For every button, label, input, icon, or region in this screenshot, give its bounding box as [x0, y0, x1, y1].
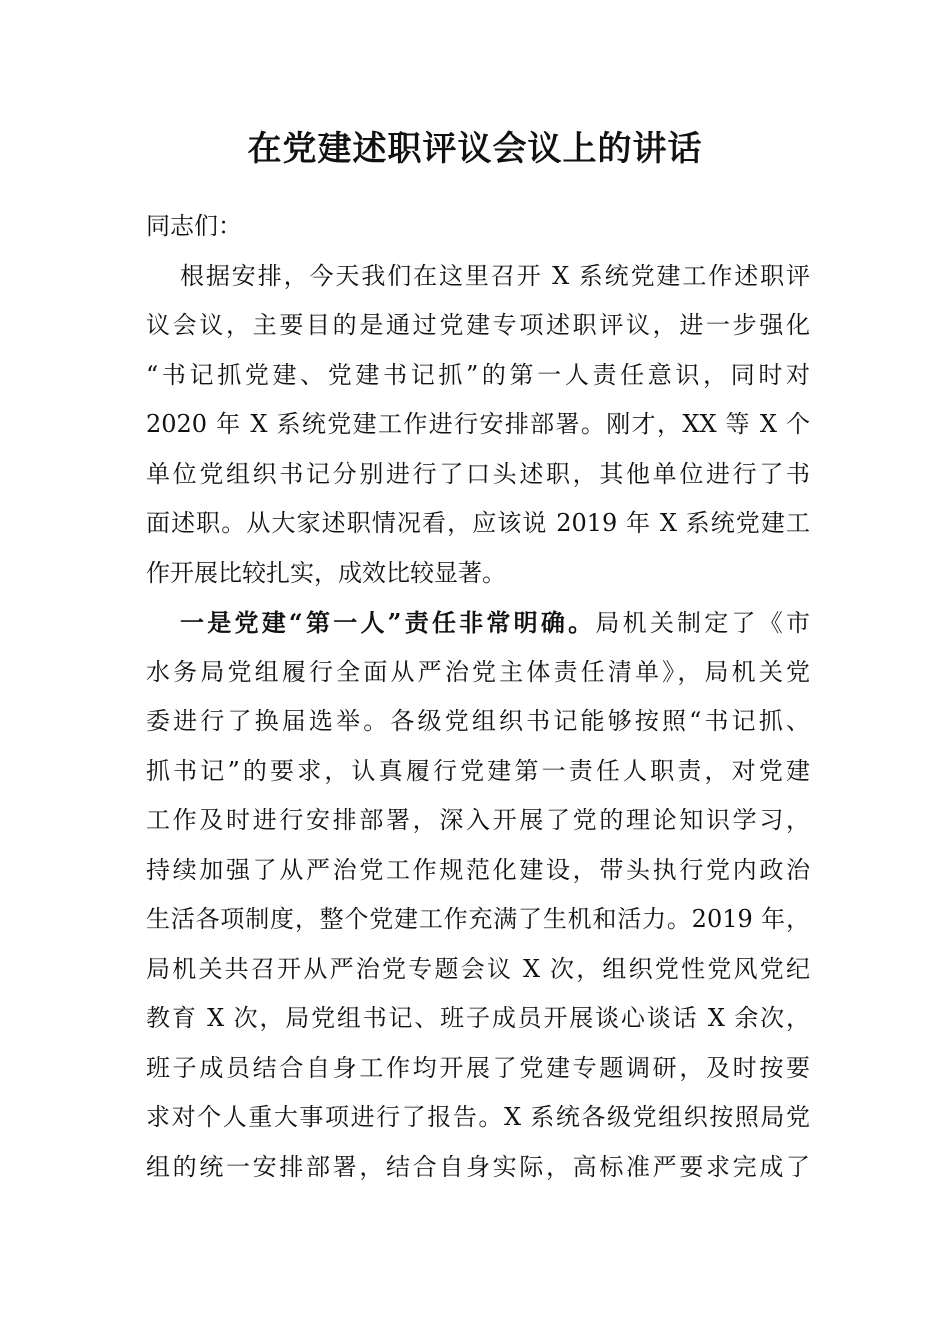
paragraph-line: 议会议，主要目的是通过党建专项述职评议，进一步强化: [146, 311, 810, 339]
paragraph-line: 局机关共召开从严治党专题会议 X 次，组织党性党风党纪: [146, 954, 810, 983]
paragraph-line: 工作及时进行安排部署，深入开展了党的理论知识学习，: [146, 806, 810, 834]
paragraph-line: 抓书记”的要求，认真履行党建第一责任人职责，对党建: [146, 756, 810, 785]
paragraph-1: [146, 252, 810, 599]
paragraph-first-rest: 局机关制定了《市: [595, 609, 810, 637]
paragraph-heading: 一是党建“第一人”责任非常明确。: [180, 608, 596, 637]
paragraph-line: 组的统一安排部署，结合自身实际，高标准严要求完成了: [146, 1152, 810, 1181]
paragraph-line: 教育 X 次，局党组书记、班子成员开展谈心谈话 X 余次，: [146, 1004, 810, 1032]
paragraph-line: 面述职。从大家述职情况看，应该说 2019 年 X 系统党建工: [146, 509, 810, 537]
salutation: 同志们：: [146, 212, 242, 240]
paragraph-line: 生活各项制度，整个党建工作充满了生机和活力。2019 年，: [146, 905, 810, 933]
paragraph-line: “书记抓党建、党建书记抓”的第一人责任意识，同时对: [146, 360, 810, 389]
paragraph-first-line: [146, 598, 810, 648]
paragraph-line: 委进行了换届选举。各级党组织书记能够按照“书记抓、: [146, 707, 810, 735]
paragraph-line: 作开展比较扎实，成效比较显著。: [146, 558, 506, 587]
paragraph-line: 水务局党组履行全面从严治党主体责任清单》，局机关党: [146, 657, 810, 686]
document-body: [146, 202, 810, 1192]
paragraph-line: 2020 年 X 系统党建工作进行安排部署。刚才，XX 等 X 个: [146, 410, 810, 438]
paragraph-line: 单位党组织书记分别进行了口头述职，其他单位进行了书: [146, 459, 810, 488]
paragraph-line: 持续加强了从严治党工作规范化建设，带头执行党内政治: [146, 855, 810, 884]
paragraph-line: 求对个人重大事项进行了报告。X 系统各级党组织按照局党: [146, 1103, 810, 1131]
paragraph-line: 班子成员结合自身工作均开展了党建专题调研，及时按要: [146, 1053, 810, 1082]
paragraph-line: 根据安排，今天我们在这里召开 X 系统党建工作述职评: [180, 261, 810, 290]
paragraph-2: [146, 598, 810, 1192]
document-title: 在党建述职评议会议上的讲话: [247, 129, 703, 169]
